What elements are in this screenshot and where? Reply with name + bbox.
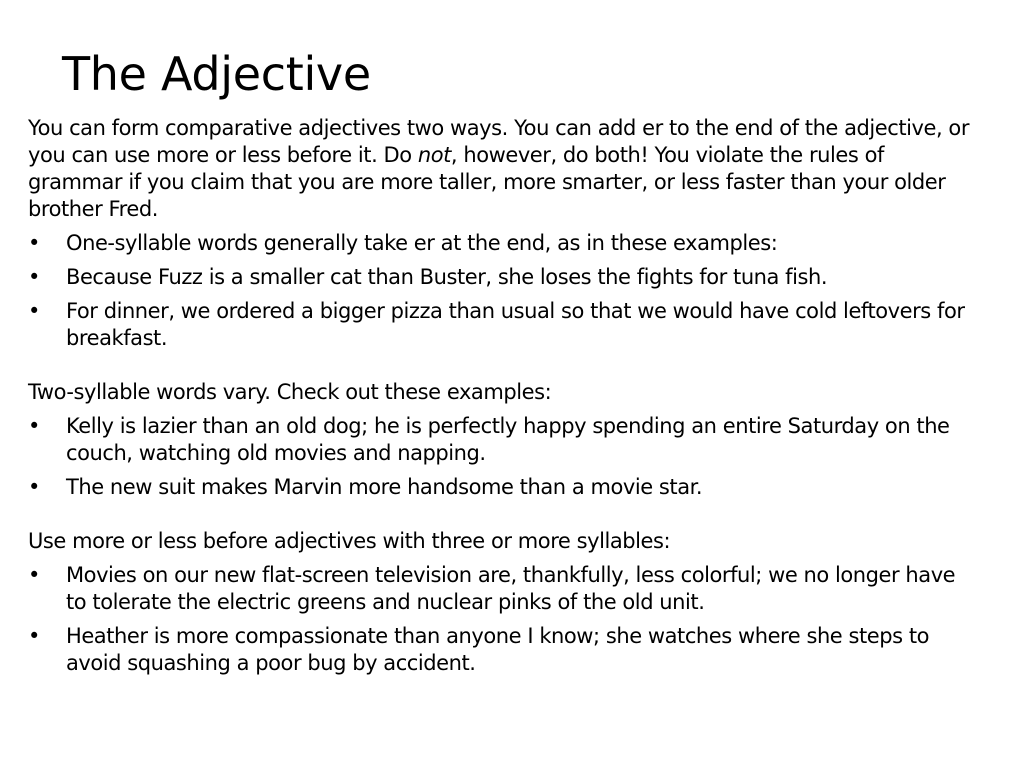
list-item [28, 230, 973, 257]
intro-text-start: You can form comparative adjectives two ways. You can add er to the end of the adjective, or you can use more or less before it. Do [28, 116, 970, 167]
list-item-text: Heather is more compassionate than anyone I know; she watches where she steps to avoid squashing a poor bug by accident. [66, 624, 930, 675]
bullet-icon: • [28, 265, 40, 289]
bullet-icon: • [28, 231, 40, 255]
slide-body [28, 115, 973, 677]
list-item-text: Movies on our new flat-screen television are, thankfully, less colorful; we no longer have to tolerate the electric greens and nuclear pinks of the old unit. [66, 563, 956, 614]
list-item [28, 474, 973, 501]
bullet-icon: • [28, 563, 40, 587]
intro-paragraph [28, 115, 973, 223]
list-item [28, 298, 973, 352]
slide-title: The Adjective [62, 47, 371, 101]
list-item [28, 623, 973, 677]
list-item [28, 264, 973, 291]
section3-heading: Use more or less before adjectives with three or more syllables: [28, 529, 671, 553]
section2-bullet-list [28, 413, 973, 501]
section1-bullet-list [28, 230, 973, 352]
list-item-text: The new suit makes Marvin more handsome than a movie star. [66, 475, 703, 499]
bullet-icon: • [28, 299, 40, 323]
list-item-text: For dinner, we ordered a bigger pizza than usual so that we would have cold leftovers for breakfast. [66, 299, 965, 350]
list-item [28, 413, 973, 467]
bullet-icon: • [28, 475, 40, 499]
bullet-icon: • [28, 414, 40, 438]
list-item [28, 562, 973, 616]
list-item-text: Because Fuzz is a smaller cat than Buster, she loses the fights for tuna fish. [66, 265, 828, 289]
section3-bullet-list [28, 562, 973, 677]
list-item-text: Kelly is lazier than an old dog; he is perfectly happy spending an entire Saturday on the couch, watching old movies and napping. [66, 414, 950, 465]
section2-heading: Two-syllable words vary. Check out these examples: [28, 380, 552, 404]
intro-text-end: , however, do both! You violate the rules of grammar if you claim that you are more taller, more smarter, or less faster than your older brother Fred. [28, 143, 946, 221]
list-item-text: One-syllable words generally take er at the end, as in these examples: [66, 231, 778, 255]
bullet-icon: • [28, 624, 40, 648]
intro-emphasis: not [417, 143, 451, 167]
